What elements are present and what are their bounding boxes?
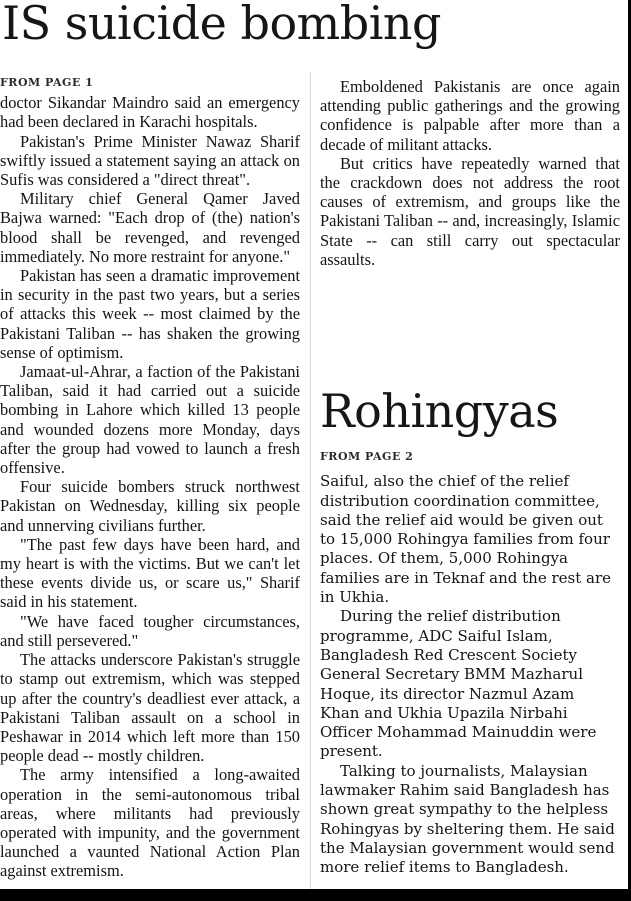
article-is-column-1 xyxy=(0,73,300,881)
headline-is-suicide-bombing: IS suicide bombing xyxy=(2,0,442,50)
article-rohingyas-paragraph-1: Saiful, also the chief of the relief distribution coordination committee, said the relief aid would be given out to 15,000 Rohingya families from four places. Of them, 5,000 Rohingya families are in Teknaf and the rest are in Ukhia. xyxy=(320,472,612,607)
article-is-paragraph-5: Jamaat-ul-Ahrar, a faction of the Pakistani Taliban, said it had carried out a suicide bombing in Lahore which killed 13 people and wounded dozens more Monday, days after the group had vowed to launch a fresh offensive. xyxy=(0,362,300,478)
scan-edge-bottom xyxy=(0,889,631,901)
article-is-paragraph-11: Emboldened Pakistanis are once again attending public gatherings and the growing confidence is palpable after more than a decade of militant attacks. xyxy=(320,77,620,154)
article-is-column-2 xyxy=(320,77,620,269)
kicker-from-page-2: FROM PAGE 2 xyxy=(320,450,414,463)
article-is-paragraph-10: The army intensified a long-awaited operation in the semi-autonomous tribal areas, where militants had previously operated with impunity, and the government launched a vaunted National Action Plan against extremism. xyxy=(0,765,300,881)
headline-rohingyas: Rohingyas xyxy=(320,384,559,438)
article-rohingyas-paragraph-3: Talking to journalists, Malaysian lawmaker Rahim said Bangladesh has shown great sympathy to the helpless Rohingyas by sheltering them. He said the Malaysian government would send more relief items to Bangladesh. xyxy=(320,761,615,877)
article-is-paragraph-3: Military chief General Qamer Javed Bajwa warned: "Each drop of (the) nation's blood shall be revenged, and revenged immediately. No more restraint for anyone." xyxy=(0,189,300,266)
article-is-paragraph-4: Pakistan has seen a dramatic improvement in security in the past two years, but a series of attacks this week -- most claimed by the Pakistani Taliban -- has shaken the growing sense of optimism. xyxy=(0,266,300,362)
article-rohingyas-paragraph-2: During the relief distribution programme, ADC Saiful Islam, Bangladesh Red Crescent Society General Secretary BMM Mazharul Hoque, its director Nazmul Azam Khan and Ukhia Upazila Nirbahi Officer Mohammad Mainuddin were present. xyxy=(320,607,597,761)
article-is-paragraph-9: The attacks underscore Pakistan's struggle to stamp out extremism, which was stepped up after the country's deadliest ever attack, a Pakistani Taliban assault on a school in Peshawar in 2014 which left more than 150 people dead -- mostly children. xyxy=(0,650,300,766)
article-is-paragraph-12: But critics have repeatedly warned that the crackdown does not address the root causes of extremism, and groups like the Pakistani Taliban -- and, increasingly, Islamic State -- can still carry out spectacular assaults. xyxy=(320,153,620,269)
article-rohingyas-column xyxy=(320,447,616,878)
article-is-paragraph-6: Four suicide bombers struck northwest Pakistan on Wednesday, killing six people and unnerving civilians further. xyxy=(0,477,300,535)
article-is-paragraph-1: doctor Sikandar Maindro said an emergency had been declared in Karachi hospitals. xyxy=(0,93,300,132)
article-is-paragraph-8: "We have faced tougher circumstances, and still persevered." xyxy=(0,611,300,650)
column-divider xyxy=(310,72,311,892)
kicker-from-page-1: FROM PAGE 1 xyxy=(0,76,94,89)
article-is-paragraph-7: "The past few days have been hard, and my heart is with the victims. But we can't let these events divide us, or scare us," Sharif said in his statement. xyxy=(0,534,300,612)
article-is-paragraph-2: Pakistan's Prime Minister Nawaz Sharif swiftly issued a statement saying an attack on Sufis was considered a "direct threat". xyxy=(0,131,300,190)
